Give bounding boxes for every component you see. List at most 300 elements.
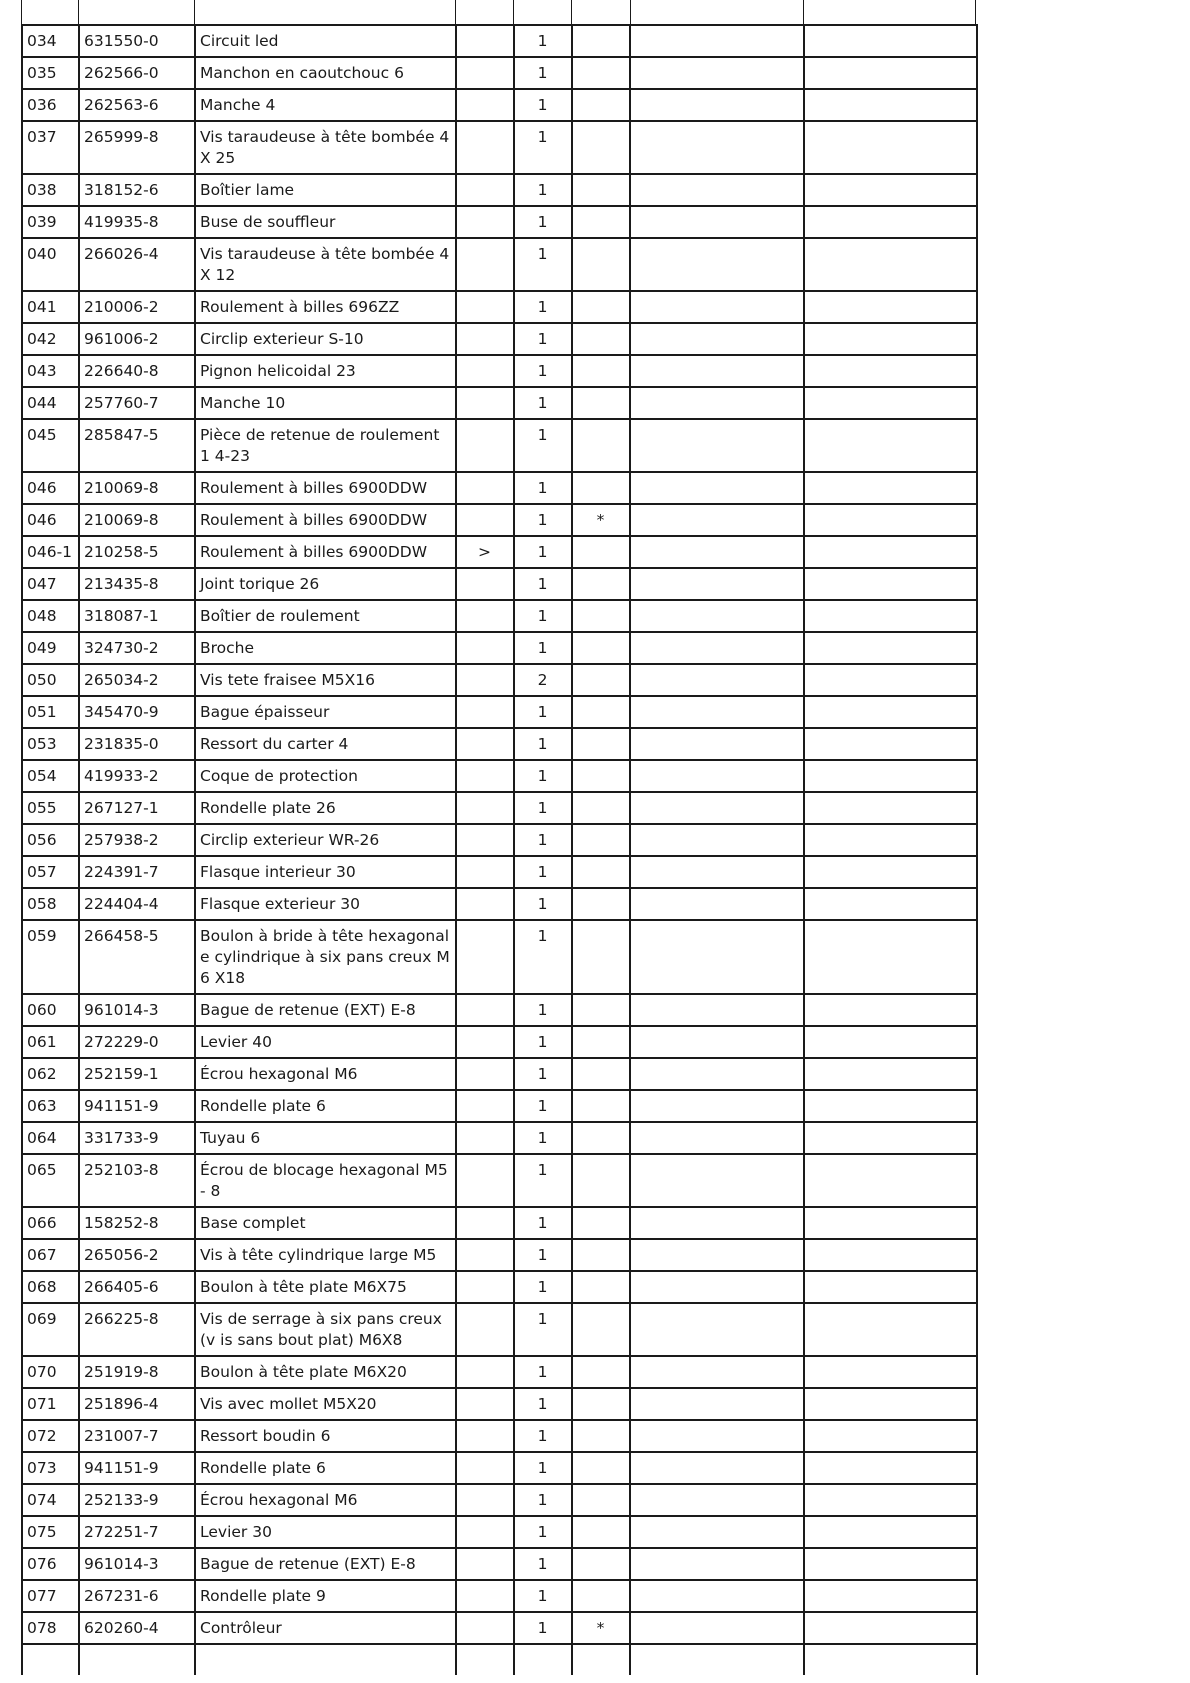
part-number-cell: 210258-5 — [79, 536, 195, 568]
blank-cell — [630, 419, 804, 472]
quantity-cell: 1 — [514, 1154, 572, 1207]
table-row — [22, 1420, 977, 1452]
change-marker-cell — [456, 419, 514, 472]
blank-cell — [630, 568, 804, 600]
description-cell: Circlip exterieur S-10 — [195, 323, 456, 355]
quantity-cell: 1 — [514, 792, 572, 824]
table-row — [22, 121, 977, 174]
description-cell: Flasque interieur 30 — [195, 856, 456, 888]
table-row — [22, 728, 977, 760]
blank-cell — [630, 1388, 804, 1420]
blank-cell — [804, 1207, 977, 1239]
part-number-cell: 419935-8 — [79, 206, 195, 238]
blank-cell — [804, 1388, 977, 1420]
table-row — [22, 1154, 977, 1207]
note-mark-cell — [572, 600, 630, 632]
blank-cell — [79, 1644, 195, 1675]
part-number-cell: 961014-3 — [79, 1548, 195, 1580]
description-cell: Bague de retenue (EXT) E-8 — [195, 1548, 456, 1580]
description-cell: Broche — [195, 632, 456, 664]
quantity-cell: 1 — [514, 856, 572, 888]
table-row — [22, 323, 977, 355]
change-marker-cell — [456, 387, 514, 419]
blank-cell — [804, 1484, 977, 1516]
table-row — [22, 1612, 977, 1644]
blank-cell — [630, 1420, 804, 1452]
item-number-cell: 046 — [22, 504, 79, 536]
table-row — [22, 1580, 977, 1612]
item-number-cell: 069 — [22, 1303, 79, 1356]
description-cell: Manchon en caoutchouc 6 — [195, 57, 456, 89]
note-mark-cell — [572, 1303, 630, 1356]
change-marker-cell — [456, 1122, 514, 1154]
blank-cell — [514, 1644, 572, 1675]
item-number-cell: 049 — [22, 632, 79, 664]
quantity-cell: 1 — [514, 1356, 572, 1388]
blank-cell — [804, 824, 977, 856]
note-mark-cell — [572, 1548, 630, 1580]
description-cell: Rondelle plate 6 — [195, 1090, 456, 1122]
change-marker-cell — [456, 760, 514, 792]
item-number-cell: 044 — [22, 387, 79, 419]
quantity-cell: 1 — [514, 994, 572, 1026]
note-mark-cell — [572, 792, 630, 824]
item-number-cell: 043 — [22, 355, 79, 387]
blank-cell — [804, 1239, 977, 1271]
blank-cell — [630, 1271, 804, 1303]
item-number-cell: 060 — [22, 994, 79, 1026]
blank-cell — [630, 1154, 804, 1207]
quantity-cell: 1 — [514, 174, 572, 206]
change-marker-cell — [456, 1516, 514, 1548]
blank-cell — [804, 504, 977, 536]
note-mark-cell — [572, 664, 630, 696]
blank-cell — [630, 89, 804, 121]
blank-cell — [804, 355, 977, 387]
blank-cell — [804, 1122, 977, 1154]
blank-cell — [804, 664, 977, 696]
blank-cell — [630, 994, 804, 1026]
blank-cell — [804, 1580, 977, 1612]
blank-cell — [804, 419, 977, 472]
note-mark-cell — [572, 472, 630, 504]
blank-cell — [804, 238, 977, 291]
blank-cell — [630, 323, 804, 355]
quantity-cell: 1 — [514, 824, 572, 856]
item-number-cell: 050 — [22, 664, 79, 696]
part-number-cell: 324730-2 — [79, 632, 195, 664]
table-row — [22, 1090, 977, 1122]
item-number-cell: 054 — [22, 760, 79, 792]
change-marker-cell — [456, 920, 514, 994]
blank-cell — [630, 57, 804, 89]
quantity-cell: 1 — [514, 760, 572, 792]
description-cell: Boulon à tête plate M6X75 — [195, 1271, 456, 1303]
change-marker-cell — [456, 728, 514, 760]
quantity-cell: 1 — [514, 888, 572, 920]
blank-cell — [804, 1612, 977, 1644]
description-cell: Ressort boudin 6 — [195, 1420, 456, 1452]
note-mark-cell — [572, 920, 630, 994]
blank-cell — [630, 174, 804, 206]
quantity-cell: 1 — [514, 1580, 572, 1612]
note-mark-cell — [572, 568, 630, 600]
blank-cell — [630, 1122, 804, 1154]
blank-cell — [804, 920, 977, 994]
note-mark-cell — [572, 1484, 630, 1516]
part-number-cell: 158252-8 — [79, 1207, 195, 1239]
table-row — [22, 25, 977, 57]
note-mark-cell: * — [572, 1612, 630, 1644]
blank-cell — [804, 888, 977, 920]
blank-cell — [630, 600, 804, 632]
part-number-cell: 262563-6 — [79, 89, 195, 121]
part-number-cell: 252133-9 — [79, 1484, 195, 1516]
quantity-cell: 1 — [514, 1303, 572, 1356]
blank-cell — [630, 696, 804, 728]
part-number-cell: 345470-9 — [79, 696, 195, 728]
table-row — [22, 1207, 977, 1239]
part-number-cell: 213435-8 — [79, 568, 195, 600]
table-row — [22, 568, 977, 600]
note-mark-cell — [572, 121, 630, 174]
note-mark-cell — [572, 1090, 630, 1122]
description-cell: Vis avec mollet M5X20 — [195, 1388, 456, 1420]
blank-cell — [804, 1058, 977, 1090]
part-number-cell: 224404-4 — [79, 888, 195, 920]
item-number-cell: 040 — [22, 238, 79, 291]
change-marker-cell — [456, 824, 514, 856]
blank-cell — [804, 1090, 977, 1122]
blank-cell — [630, 632, 804, 664]
description-cell: Contrôleur — [195, 1612, 456, 1644]
part-number-cell: 272229-0 — [79, 1026, 195, 1058]
note-mark-cell — [572, 238, 630, 291]
description-cell: Coque de protection — [195, 760, 456, 792]
blank-cell — [630, 664, 804, 696]
change-marker-cell — [456, 206, 514, 238]
change-marker-cell — [456, 291, 514, 323]
change-marker-cell — [456, 1271, 514, 1303]
table-row — [22, 1548, 977, 1580]
item-number-cell: 051 — [22, 696, 79, 728]
change-marker-cell — [456, 696, 514, 728]
quantity-cell: 1 — [514, 1090, 572, 1122]
blank-cell — [804, 472, 977, 504]
blank-cell — [195, 1644, 456, 1675]
note-mark-cell — [572, 1580, 630, 1612]
blank-cell — [804, 206, 977, 238]
quantity-cell: 1 — [514, 600, 572, 632]
part-number-cell: 252103-8 — [79, 1154, 195, 1207]
change-marker-cell — [456, 504, 514, 536]
item-number-cell: 066 — [22, 1207, 79, 1239]
item-number-cell: 042 — [22, 323, 79, 355]
blank-cell — [630, 1516, 804, 1548]
blank-cell — [804, 1452, 977, 1484]
item-number-cell: 063 — [22, 1090, 79, 1122]
part-number-cell: 251919-8 — [79, 1356, 195, 1388]
quantity-cell: 1 — [514, 355, 572, 387]
blank-cell — [630, 1548, 804, 1580]
description-cell: Vis de serrage à six pans creux (v is sans bout plat) M6X8 — [195, 1303, 456, 1356]
blank-cell — [630, 504, 804, 536]
quantity-cell: 1 — [514, 1271, 572, 1303]
quantity-cell: 1 — [514, 632, 572, 664]
change-marker-cell — [456, 25, 514, 57]
part-number-cell: 941151-9 — [79, 1452, 195, 1484]
item-number-cell: 053 — [22, 728, 79, 760]
quantity-cell: 1 — [514, 121, 572, 174]
blank-cell — [630, 1356, 804, 1388]
blank-cell — [630, 25, 804, 57]
quantity-cell: 1 — [514, 323, 572, 355]
description-cell: Bague épaisseur — [195, 696, 456, 728]
part-number-cell: 257938-2 — [79, 824, 195, 856]
note-mark-cell — [572, 728, 630, 760]
item-number-cell: 076 — [22, 1548, 79, 1580]
change-marker-cell — [456, 568, 514, 600]
table-top-rail — [21, 0, 976, 24]
table-row — [22, 632, 977, 664]
description-cell: Joint torique 26 — [195, 568, 456, 600]
part-number-cell: 631550-0 — [79, 25, 195, 57]
quantity-cell: 1 — [514, 387, 572, 419]
part-number-cell: 265034-2 — [79, 664, 195, 696]
description-cell: Écrou hexagonal M6 — [195, 1058, 456, 1090]
quantity-cell: 1 — [514, 206, 572, 238]
part-number-cell: 272251-7 — [79, 1516, 195, 1548]
change-marker-cell — [456, 888, 514, 920]
change-marker-cell — [456, 1058, 514, 1090]
blank-cell — [804, 1420, 977, 1452]
description-cell: Circuit led — [195, 25, 456, 57]
table-row — [22, 419, 977, 472]
quantity-cell: 1 — [514, 696, 572, 728]
change-marker-cell — [456, 792, 514, 824]
note-mark-cell — [572, 323, 630, 355]
part-number-cell: 620260-4 — [79, 1612, 195, 1644]
change-marker-cell — [456, 1388, 514, 1420]
note-mark-cell — [572, 1271, 630, 1303]
table-row — [22, 1239, 977, 1271]
blank-cell — [804, 1548, 977, 1580]
blank-cell — [804, 1154, 977, 1207]
note-mark-cell: * — [572, 504, 630, 536]
blank-cell — [804, 1271, 977, 1303]
quantity-cell: 1 — [514, 1207, 572, 1239]
blank-cell — [804, 1516, 977, 1548]
part-number-cell: 265999-8 — [79, 121, 195, 174]
description-cell: Base complet — [195, 1207, 456, 1239]
blank-cell — [804, 25, 977, 57]
item-number-cell: 075 — [22, 1516, 79, 1548]
change-marker-cell — [456, 121, 514, 174]
description-cell: Roulement à billes 6900DDW — [195, 504, 456, 536]
description-cell: Rondelle plate 9 — [195, 1580, 456, 1612]
part-number-cell: 267127-1 — [79, 792, 195, 824]
item-number-cell: 038 — [22, 174, 79, 206]
quantity-cell: 2 — [514, 664, 572, 696]
item-number-cell: 055 — [22, 792, 79, 824]
blank-cell — [630, 291, 804, 323]
quantity-cell: 1 — [514, 238, 572, 291]
quantity-cell: 1 — [514, 472, 572, 504]
change-marker-cell — [456, 472, 514, 504]
note-mark-cell — [572, 1026, 630, 1058]
table-row — [22, 1026, 977, 1058]
change-marker-cell — [456, 1580, 514, 1612]
item-number-cell: 039 — [22, 206, 79, 238]
part-number-cell: 252159-1 — [79, 1058, 195, 1090]
note-mark-cell — [572, 1356, 630, 1388]
part-number-cell: 224391-7 — [79, 856, 195, 888]
note-mark-cell — [572, 89, 630, 121]
parts-table — [21, 24, 978, 1675]
blank-cell — [630, 355, 804, 387]
blank-cell — [804, 89, 977, 121]
item-number-cell: 068 — [22, 1271, 79, 1303]
note-mark-cell — [572, 174, 630, 206]
blank-cell — [804, 856, 977, 888]
description-cell: Vis à tête cylindrique large M5 — [195, 1239, 456, 1271]
change-marker-cell — [456, 1612, 514, 1644]
part-number-cell: 257760-7 — [79, 387, 195, 419]
description-cell: Bague de retenue (EXT) E-8 — [195, 994, 456, 1026]
table-row — [22, 600, 977, 632]
blank-cell — [630, 472, 804, 504]
quantity-cell: 1 — [514, 25, 572, 57]
part-number-cell: 210006-2 — [79, 291, 195, 323]
quantity-cell: 1 — [514, 1548, 572, 1580]
description-cell: Boulon à tête plate M6X20 — [195, 1356, 456, 1388]
part-number-cell: 285847-5 — [79, 419, 195, 472]
item-number-cell: 046 — [22, 472, 79, 504]
blank-cell — [572, 1644, 630, 1675]
table-row — [22, 1452, 977, 1484]
description-cell: Pignon helicoidal 23 — [195, 355, 456, 387]
change-marker-cell — [456, 856, 514, 888]
part-number-cell: 226640-8 — [79, 355, 195, 387]
description-cell: Flasque exterieur 30 — [195, 888, 456, 920]
description-cell: Levier 30 — [195, 1516, 456, 1548]
change-marker-cell — [456, 994, 514, 1026]
quantity-cell: 1 — [514, 57, 572, 89]
parts-list-page — [21, 0, 976, 1675]
blank-cell — [630, 387, 804, 419]
change-marker-cell — [456, 57, 514, 89]
blank-cell — [630, 1452, 804, 1484]
description-cell: Tuyau 6 — [195, 1122, 456, 1154]
quantity-cell: 1 — [514, 568, 572, 600]
part-number-cell: 961014-3 — [79, 994, 195, 1026]
part-number-cell: 266405-6 — [79, 1271, 195, 1303]
item-number-cell: 046-1 — [22, 536, 79, 568]
part-number-cell: 941151-9 — [79, 1090, 195, 1122]
item-number-cell: 077 — [22, 1580, 79, 1612]
item-number-cell: 062 — [22, 1058, 79, 1090]
table-row — [22, 664, 977, 696]
table-row-empty — [22, 1644, 977, 1675]
blank-cell — [804, 57, 977, 89]
blank-cell — [630, 728, 804, 760]
blank-cell — [630, 824, 804, 856]
table-row — [22, 1388, 977, 1420]
blank-cell — [804, 536, 977, 568]
blank-cell — [804, 174, 977, 206]
note-mark-cell — [572, 856, 630, 888]
note-mark-cell — [572, 1154, 630, 1207]
quantity-cell: 1 — [514, 1612, 572, 1644]
description-cell: Vis taraudeuse à tête bombée 4X 25 — [195, 121, 456, 174]
note-mark-cell — [572, 206, 630, 238]
item-number-cell: 037 — [22, 121, 79, 174]
part-number-cell: 266225-8 — [79, 1303, 195, 1356]
item-number-cell: 045 — [22, 419, 79, 472]
item-number-cell: 065 — [22, 1154, 79, 1207]
item-number-cell: 034 — [22, 25, 79, 57]
change-marker-cell — [456, 355, 514, 387]
description-cell: Roulement à billes 6900DDW — [195, 472, 456, 504]
quantity-cell: 1 — [514, 291, 572, 323]
blank-cell — [804, 323, 977, 355]
note-mark-cell — [572, 1207, 630, 1239]
note-mark-cell — [572, 824, 630, 856]
table-row — [22, 856, 977, 888]
quantity-cell: 1 — [514, 1122, 572, 1154]
blank-cell — [630, 1612, 804, 1644]
blank-cell — [804, 994, 977, 1026]
description-cell: Écrou hexagonal M6 — [195, 1484, 456, 1516]
quantity-cell: 1 — [514, 89, 572, 121]
change-marker-cell — [456, 600, 514, 632]
parts-table-body — [22, 25, 977, 1675]
blank-cell — [804, 568, 977, 600]
blank-cell — [804, 1356, 977, 1388]
blank-cell — [630, 1207, 804, 1239]
quantity-cell: 1 — [514, 1026, 572, 1058]
blank-cell — [630, 856, 804, 888]
table-row — [22, 238, 977, 291]
note-mark-cell — [572, 1388, 630, 1420]
blank-cell — [630, 238, 804, 291]
change-marker-cell — [456, 1484, 514, 1516]
quantity-cell: 1 — [514, 1239, 572, 1271]
quantity-cell: 1 — [514, 1452, 572, 1484]
quantity-cell: 1 — [514, 419, 572, 472]
blank-cell — [22, 1644, 79, 1675]
table-row — [22, 536, 977, 568]
note-mark-cell — [572, 1452, 630, 1484]
table-row — [22, 920, 977, 994]
table-row — [22, 89, 977, 121]
table-row — [22, 994, 977, 1026]
table-row — [22, 57, 977, 89]
item-number-cell: 059 — [22, 920, 79, 994]
item-number-cell: 035 — [22, 57, 79, 89]
blank-cell — [630, 760, 804, 792]
note-mark-cell — [572, 632, 630, 664]
part-number-cell: 318152-6 — [79, 174, 195, 206]
blank-cell — [630, 1484, 804, 1516]
description-cell: Boulon à bride à tête hexagonal e cylindrique à six pans creux M6 X18 — [195, 920, 456, 994]
note-mark-cell — [572, 1516, 630, 1548]
change-marker-cell — [456, 174, 514, 206]
blank-cell — [630, 888, 804, 920]
part-number-cell: 267231-6 — [79, 1580, 195, 1612]
table-row — [22, 824, 977, 856]
table-row — [22, 291, 977, 323]
